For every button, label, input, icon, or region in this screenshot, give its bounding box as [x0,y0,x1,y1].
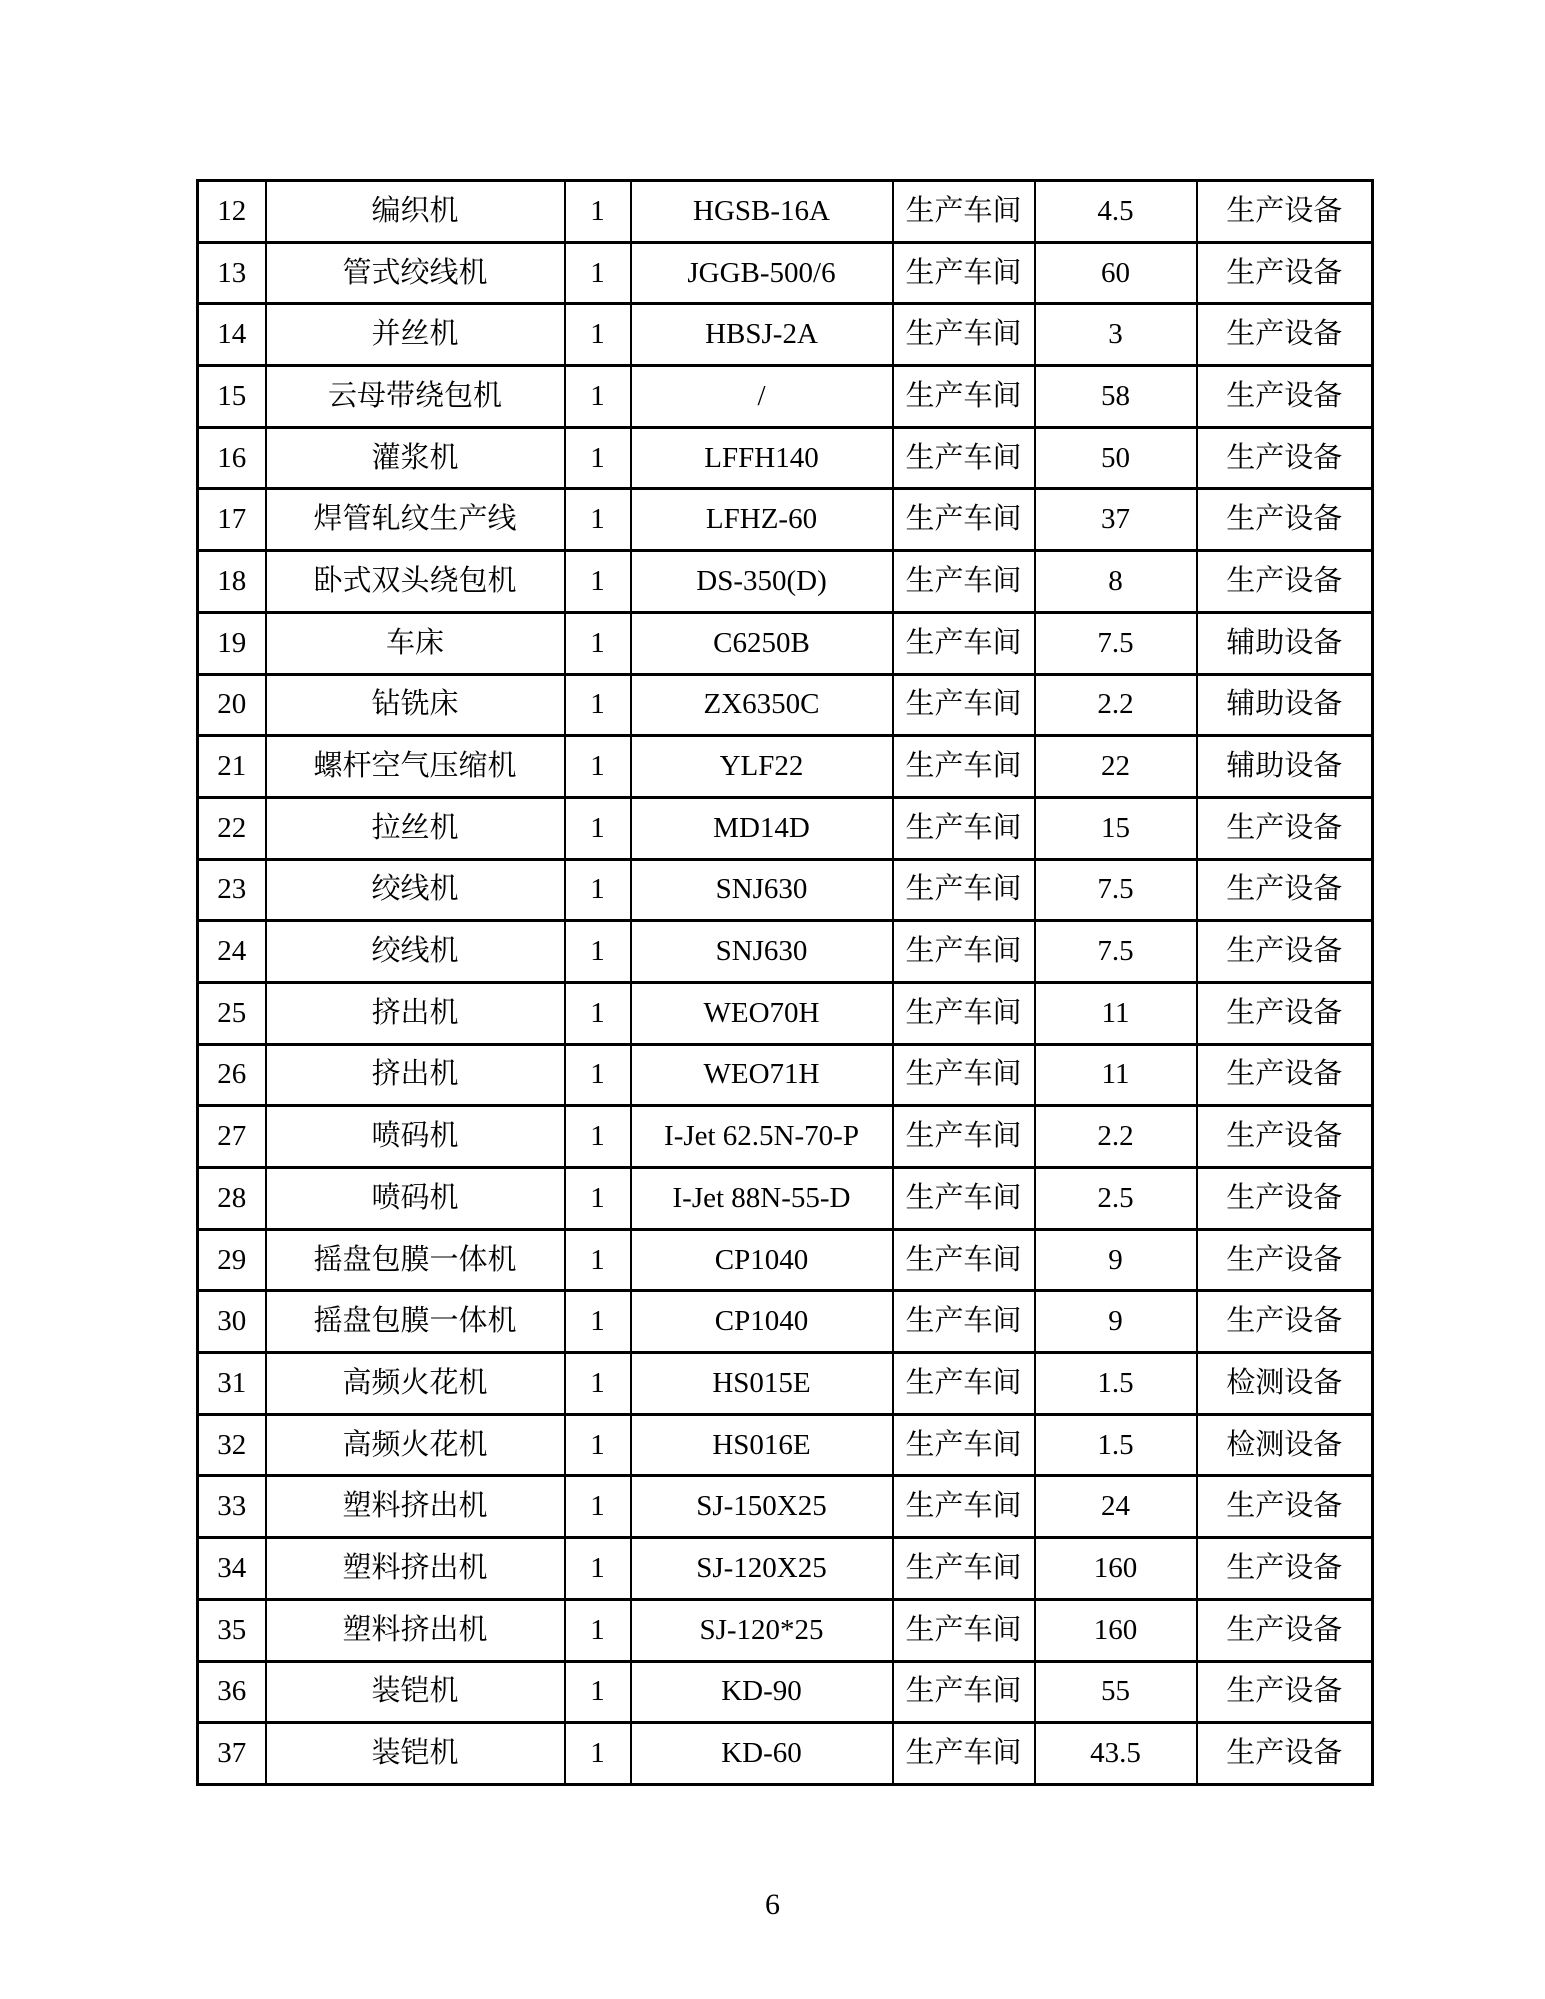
cell-model: I-Jet 62.5N-70-P [631,1106,893,1168]
cell-location: 生产车间 [893,859,1035,921]
table-row [198,1168,1373,1230]
cell-name: 管式绞线机 [266,242,565,304]
cell-model: ZX6350C [631,674,893,736]
cell-name: 绞线机 [266,859,565,921]
cell-name: 高频火花机 [266,1353,565,1415]
cell-location: 生产车间 [893,1661,1035,1723]
table-row [198,921,1373,983]
cell-name: 喷码机 [266,1106,565,1168]
table-row [198,859,1373,921]
table-row [198,1106,1373,1168]
cell-category: 检测设备 [1197,1353,1373,1415]
cell-qty: 1 [565,1723,631,1785]
cell-name: 装铠机 [266,1723,565,1785]
cell-qty: 1 [565,859,631,921]
cell-name: 高频火花机 [266,1414,565,1476]
cell-category: 辅助设备 [1197,674,1373,736]
cell-power: 11 [1035,982,1197,1044]
cell-category: 辅助设备 [1197,736,1373,798]
table-row [198,1291,1373,1353]
cell-power: 1.5 [1035,1353,1197,1415]
cell-name: 挤出机 [266,982,565,1044]
cell-model: DS-350(D) [631,551,893,613]
cell-no: 35 [198,1599,266,1661]
cell-name: 绞线机 [266,921,565,983]
cell-model: / [631,366,893,428]
cell-power: 37 [1035,489,1197,551]
cell-name: 编织机 [266,181,565,243]
cell-category: 生产设备 [1197,1291,1373,1353]
cell-no: 25 [198,982,266,1044]
cell-power: 43.5 [1035,1723,1197,1785]
cell-power: 160 [1035,1599,1197,1661]
cell-location: 生产车间 [893,551,1035,613]
cell-qty: 1 [565,797,631,859]
table-row [198,181,1373,243]
cell-category: 生产设备 [1197,1599,1373,1661]
cell-qty: 1 [565,181,631,243]
cell-no: 29 [198,1229,266,1291]
cell-no: 20 [198,674,266,736]
cell-no: 22 [198,797,266,859]
equipment-table-body [198,181,1373,1785]
cell-qty: 1 [565,1106,631,1168]
cell-category: 生产设备 [1197,489,1373,551]
cell-no: 21 [198,736,266,798]
cell-location: 生产车间 [893,736,1035,798]
cell-no: 14 [198,304,266,366]
cell-qty: 1 [565,489,631,551]
table-row [198,242,1373,304]
cell-model: SJ-120X25 [631,1538,893,1600]
cell-category: 生产设备 [1197,921,1373,983]
cell-category: 生产设备 [1197,427,1373,489]
cell-location: 生产车间 [893,982,1035,1044]
table-row [198,1723,1373,1785]
cell-model: SNJ630 [631,859,893,921]
cell-model: C6250B [631,612,893,674]
cell-no: 23 [198,859,266,921]
equipment-table [196,179,1374,1786]
cell-no: 30 [198,1291,266,1353]
cell-qty: 1 [565,612,631,674]
table-row [198,1044,1373,1106]
cell-category: 生产设备 [1197,797,1373,859]
cell-location: 生产车间 [893,1168,1035,1230]
cell-model: I-Jet 88N-55-D [631,1168,893,1230]
table-row [198,1353,1373,1415]
cell-qty: 1 [565,551,631,613]
cell-model: SJ-120*25 [631,1599,893,1661]
cell-location: 生产车间 [893,1538,1035,1600]
cell-power: 15 [1035,797,1197,859]
cell-name: 塑料挤出机 [266,1538,565,1600]
cell-no: 24 [198,921,266,983]
cell-name: 并丝机 [266,304,565,366]
cell-name: 卧式双头绕包机 [266,551,565,613]
cell-qty: 1 [565,242,631,304]
cell-location: 生产车间 [893,427,1035,489]
cell-name: 喷码机 [266,1168,565,1230]
cell-qty: 1 [565,366,631,428]
cell-location: 生产车间 [893,1476,1035,1538]
table-row [198,304,1373,366]
cell-category: 生产设备 [1197,181,1373,243]
cell-location: 生产车间 [893,489,1035,551]
cell-qty: 1 [565,921,631,983]
cell-location: 生产车间 [893,1723,1035,1785]
cell-category: 生产设备 [1197,1168,1373,1230]
cell-location: 生产车间 [893,366,1035,428]
cell-power: 22 [1035,736,1197,798]
cell-location: 生产车间 [893,674,1035,736]
cell-location: 生产车间 [893,1106,1035,1168]
cell-name: 摇盘包膜一体机 [266,1291,565,1353]
cell-location: 生产车间 [893,242,1035,304]
cell-category: 生产设备 [1197,551,1373,613]
cell-power: 1.5 [1035,1414,1197,1476]
table-row [198,1229,1373,1291]
cell-power: 58 [1035,366,1197,428]
cell-category: 生产设备 [1197,366,1373,428]
table-row [198,674,1373,736]
cell-power: 8 [1035,551,1197,613]
cell-power: 3 [1035,304,1197,366]
cell-location: 生产车间 [893,797,1035,859]
table-row [198,736,1373,798]
cell-category: 生产设备 [1197,982,1373,1044]
cell-no: 36 [198,1661,266,1723]
cell-qty: 1 [565,427,631,489]
cell-location: 生产车间 [893,1229,1035,1291]
cell-model: KD-90 [631,1661,893,1723]
cell-category: 生产设备 [1197,242,1373,304]
cell-no: 34 [198,1538,266,1600]
cell-no: 26 [198,1044,266,1106]
cell-location: 生产车间 [893,1291,1035,1353]
cell-no: 31 [198,1353,266,1415]
cell-category: 生产设备 [1197,1661,1373,1723]
cell-no: 33 [198,1476,266,1538]
cell-qty: 1 [565,1661,631,1723]
cell-category: 生产设备 [1197,1723,1373,1785]
cell-model: CP1040 [631,1229,893,1291]
cell-category: 生产设备 [1197,859,1373,921]
table-row [198,427,1373,489]
cell-no: 13 [198,242,266,304]
cell-name: 拉丝机 [266,797,565,859]
cell-model: HS016E [631,1414,893,1476]
cell-category: 生产设备 [1197,1229,1373,1291]
cell-qty: 1 [565,982,631,1044]
cell-category: 生产设备 [1197,304,1373,366]
table-row [198,1661,1373,1723]
table-row [198,551,1373,613]
cell-no: 17 [198,489,266,551]
cell-no: 19 [198,612,266,674]
cell-power: 24 [1035,1476,1197,1538]
cell-model: SJ-150X25 [631,1476,893,1538]
cell-qty: 1 [565,1476,631,1538]
cell-location: 生产车间 [893,1599,1035,1661]
cell-power: 7.5 [1035,612,1197,674]
cell-no: 28 [198,1168,266,1230]
cell-model: LFHZ-60 [631,489,893,551]
cell-name: 钻铣床 [266,674,565,736]
cell-location: 生产车间 [893,1353,1035,1415]
cell-name: 塑料挤出机 [266,1599,565,1661]
table-row [198,797,1373,859]
cell-name: 焊管轧纹生产线 [266,489,565,551]
cell-no: 12 [198,181,266,243]
cell-power: 7.5 [1035,859,1197,921]
cell-category: 辅助设备 [1197,612,1373,674]
cell-category: 生产设备 [1197,1538,1373,1600]
cell-category: 检测设备 [1197,1414,1373,1476]
cell-model: HBSJ-2A [631,304,893,366]
cell-model: CP1040 [631,1291,893,1353]
cell-qty: 1 [565,304,631,366]
page-number: 6 [765,1888,780,1921]
cell-power: 2.2 [1035,674,1197,736]
table-row [198,1538,1373,1600]
cell-name: 车床 [266,612,565,674]
cell-no: 32 [198,1414,266,1476]
cell-power: 60 [1035,242,1197,304]
cell-qty: 1 [565,1538,631,1600]
cell-qty: 1 [565,1229,631,1291]
cell-no: 37 [198,1723,266,1785]
cell-location: 生产车间 [893,921,1035,983]
table-row [198,1599,1373,1661]
cell-power: 55 [1035,1661,1197,1723]
cell-no: 16 [198,427,266,489]
cell-qty: 1 [565,1168,631,1230]
cell-power: 2.5 [1035,1168,1197,1230]
cell-category: 生产设备 [1197,1476,1373,1538]
cell-model: SNJ630 [631,921,893,983]
cell-no: 15 [198,366,266,428]
cell-model: YLF22 [631,736,893,798]
cell-name: 螺杆空气压缩机 [266,736,565,798]
cell-power: 11 [1035,1044,1197,1106]
cell-location: 生产车间 [893,1044,1035,1106]
cell-location: 生产车间 [893,304,1035,366]
cell-power: 9 [1035,1229,1197,1291]
cell-qty: 1 [565,1414,631,1476]
cell-power: 9 [1035,1291,1197,1353]
cell-name: 摇盘包膜一体机 [266,1229,565,1291]
cell-no: 18 [198,551,266,613]
table-row [198,1414,1373,1476]
cell-model: WEO71H [631,1044,893,1106]
table-row [198,366,1373,428]
cell-qty: 1 [565,1044,631,1106]
cell-qty: 1 [565,1353,631,1415]
table-row [198,982,1373,1044]
cell-model: LFFH140 [631,427,893,489]
cell-power: 4.5 [1035,181,1197,243]
cell-power: 50 [1035,427,1197,489]
cell-name: 塑料挤出机 [266,1476,565,1538]
cell-name: 挤出机 [266,1044,565,1106]
cell-power: 2.2 [1035,1106,1197,1168]
cell-qty: 1 [565,674,631,736]
cell-power: 160 [1035,1538,1197,1600]
cell-location: 生产车间 [893,181,1035,243]
cell-model: WEO70H [631,982,893,1044]
cell-name: 装铠机 [266,1661,565,1723]
table-row [198,489,1373,551]
cell-location: 生产车间 [893,1414,1035,1476]
cell-model: MD14D [631,797,893,859]
cell-model: KD-60 [631,1723,893,1785]
cell-name: 云母带绕包机 [266,366,565,428]
cell-qty: 1 [565,1291,631,1353]
table-row [198,1476,1373,1538]
cell-model: HS015E [631,1353,893,1415]
cell-category: 生产设备 [1197,1106,1373,1168]
cell-qty: 1 [565,736,631,798]
cell-model: JGGB-500/6 [631,242,893,304]
cell-power: 7.5 [1035,921,1197,983]
cell-model: HGSB-16A [631,181,893,243]
cell-no: 27 [198,1106,266,1168]
cell-location: 生产车间 [893,612,1035,674]
cell-qty: 1 [565,1599,631,1661]
cell-name: 灌浆机 [266,427,565,489]
table-row [198,612,1373,674]
cell-category: 生产设备 [1197,1044,1373,1106]
